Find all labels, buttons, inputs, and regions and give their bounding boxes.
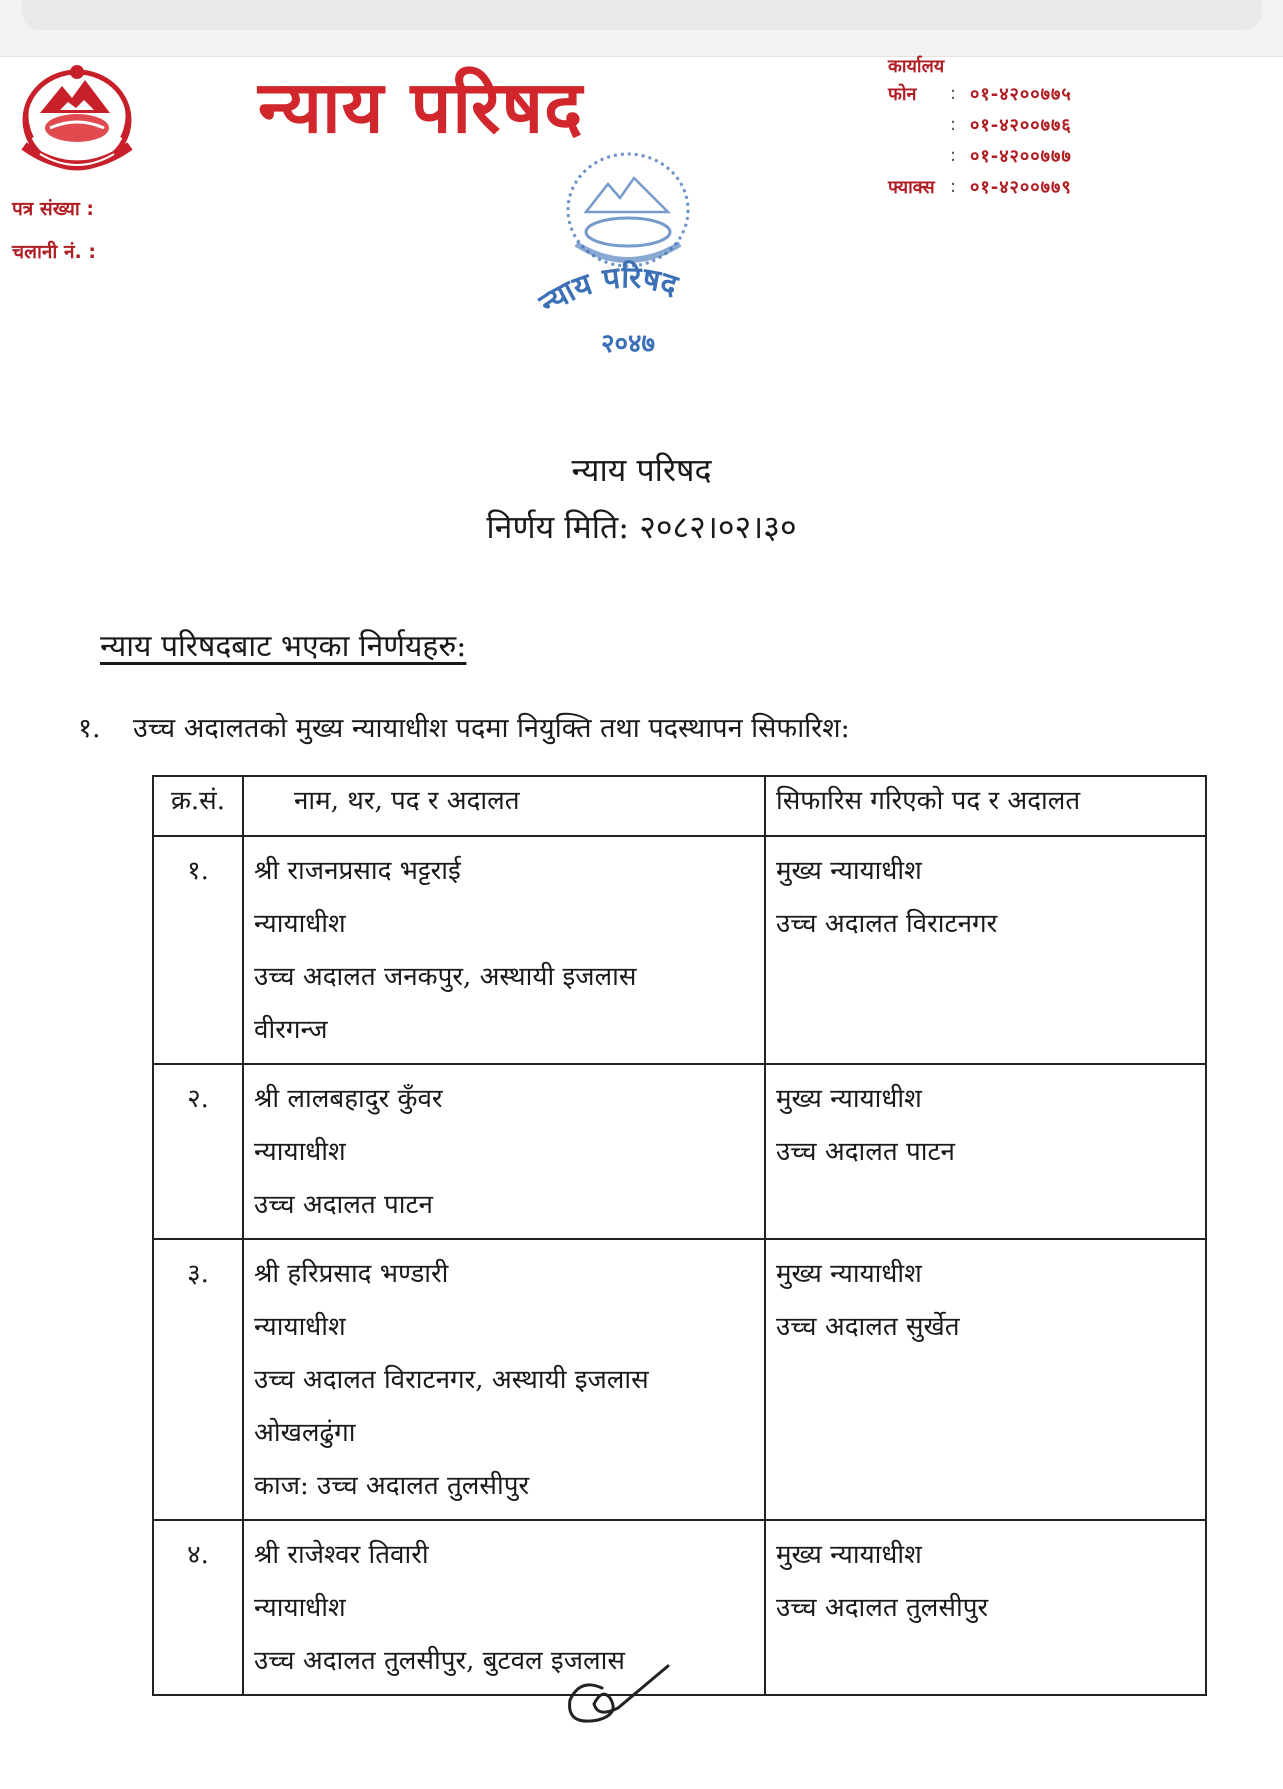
item-heading <box>78 708 850 745</box>
contact-number: ०१-४२००७७६ <box>970 114 1072 136</box>
serial-number: २. <box>187 1084 209 1114</box>
recommended-cell <box>765 836 1206 1064</box>
decision-date: निर्णय मिति: २०८२।०२।३० <box>486 508 797 546</box>
header-recommended: सिफारिस गरिएको पद र अदालत <box>765 776 1206 836</box>
browser-top-bar <box>0 0 1283 57</box>
table-row <box>153 836 1206 1064</box>
serial-cell <box>153 1520 243 1695</box>
detail-line: न्यायाधीश <box>254 909 346 939</box>
organization-title: न्याय परिषद <box>258 65 584 149</box>
detail-line: काज: उच्च अदालत तुलसीपुर <box>254 1471 530 1501</box>
detail-line: ओखलढुंगा <box>254 1418 356 1448</box>
recommended-line: मुख्य न्यायाधीश <box>776 1084 922 1114</box>
serial-cell <box>153 1239 243 1520</box>
table-header-row <box>153 776 1206 836</box>
name-details-cell <box>243 1520 765 1695</box>
recommended-line: उच्च अदालत तुलसीपुर <box>776 1593 989 1623</box>
header-name-details: नाम, थर, पद र अदालत <box>243 776 765 836</box>
recommended-line: उच्च अदालत सुर्खेत <box>776 1312 960 1342</box>
detail-line: न्यायाधीश <box>254 1312 346 1342</box>
serial-number: ३. <box>187 1259 209 1289</box>
detail-line: श्री राजनप्रसाद भट्टराई <box>254 856 461 886</box>
detail-line: न्यायाधीश <box>254 1137 346 1167</box>
seal-emblem-icon <box>568 154 688 266</box>
contact-row <box>888 140 1072 171</box>
dispatch-number-label: चलानी नं. : <box>12 241 96 263</box>
detail-line: श्री लालबहादुर कुँवर <box>254 1084 443 1114</box>
item-title: उच्च अदालतको मुख्य न्यायाधीश पदमा नियुक्ति तथा पदस्थापन सिफारिश: <box>133 713 850 744</box>
detail-line: उच्च अदालत विराटनगर, अस्थायी इजलास <box>254 1365 649 1395</box>
serial-cell <box>153 836 243 1064</box>
seal-year: २०४७ <box>600 329 656 359</box>
official-seal <box>528 140 728 380</box>
contact-label: फ्याक्स <box>888 176 935 198</box>
contact-separator: : <box>950 145 957 166</box>
contact-block <box>888 54 1072 202</box>
document-heading: न्याय परिषद <box>571 451 712 489</box>
serial-number: १. <box>187 856 209 886</box>
nepal-emblem-icon <box>10 58 145 178</box>
recommended-cell <box>765 1239 1206 1520</box>
contact-row <box>888 78 1072 109</box>
table-row <box>153 1239 1206 1520</box>
detail-line: उच्च अदालत तुलसीपुर, बुटवल इजलास <box>254 1646 625 1676</box>
contact-separator: : <box>950 114 957 135</box>
signature-mark <box>540 1648 670 1738</box>
recommended-cell <box>765 1064 1206 1239</box>
contact-label: फोन <box>888 83 917 105</box>
contact-separator: : <box>950 83 957 104</box>
seal-text: न्याय परिषद <box>533 260 682 322</box>
contact-number: ०१-४२००७७९ <box>970 176 1072 198</box>
recommended-line: मुख्य न्यायाधीश <box>776 1540 922 1570</box>
contact-separator: : <box>950 176 957 197</box>
detail-line: न्यायाधीश <box>254 1593 346 1623</box>
recommended-cell <box>765 1520 1206 1695</box>
office-label: कार्यालय <box>888 56 945 77</box>
name-details-cell <box>243 836 765 1064</box>
recommended-line: उच्च अदालत पाटन <box>776 1137 955 1167</box>
header-serial: क्र.सं. <box>153 776 243 836</box>
contact-number: ०१-४२००७७७ <box>970 145 1072 167</box>
detail-line: उच्च अदालत जनकपुर, अस्थायी इजलास <box>254 962 637 992</box>
serial-number: ४. <box>187 1540 209 1570</box>
name-details-cell <box>243 1064 765 1239</box>
detail-line: उच्च अदालत पाटन <box>254 1190 433 1220</box>
recommendation-table <box>152 775 1207 1696</box>
contact-row <box>888 109 1072 140</box>
contact-row <box>888 171 1072 202</box>
serial-cell <box>153 1064 243 1239</box>
detail-line: श्री राजेश्वर तिवारी <box>254 1540 429 1570</box>
item-number: १. <box>78 713 101 744</box>
detail-line: वीरगन्ज <box>254 1015 328 1045</box>
section-heading: न्याय परिषदबाट भएका निर्णयहरु: <box>100 629 467 664</box>
detail-line: श्री हरिप्रसाद भण्डारी <box>254 1259 449 1289</box>
name-details-cell <box>243 1239 765 1520</box>
table-row <box>153 1520 1206 1695</box>
recommended-line: मुख्य न्यायाधीश <box>776 1259 922 1289</box>
table-row <box>153 1064 1206 1239</box>
recommended-line: उच्च अदालत विराटनगर <box>776 909 998 939</box>
cropped-url-bar <box>22 0 1262 30</box>
recommended-line: मुख्य न्यायाधीश <box>776 856 922 886</box>
letter-number-label: पत्र संख्या : <box>12 198 95 220</box>
contact-number: ०१-४२००७७५ <box>970 83 1072 105</box>
